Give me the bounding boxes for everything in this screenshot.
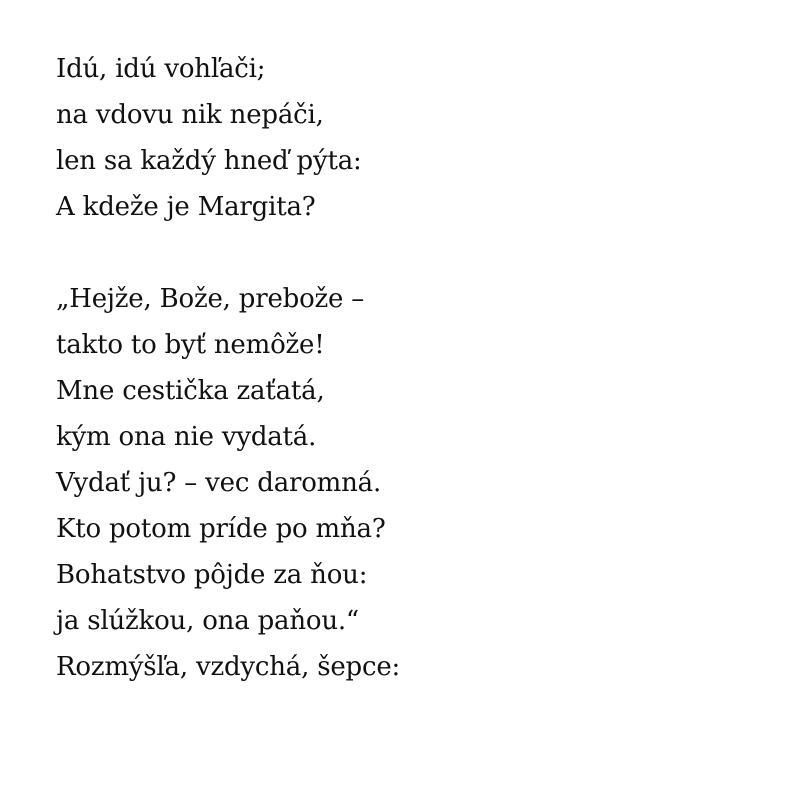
poem-line: Rozmýšľa, vzdychá, šepce:	[56, 652, 401, 682]
poem-line: takto to byť nemôže!	[56, 330, 325, 360]
poem-line: ja slúžkou, ona paňou.“	[56, 606, 360, 636]
stanza-2	[56, 276, 400, 690]
poem-line: „Hejže, Bože, prebože –	[56, 284, 365, 314]
poem-line: kým ona nie vydatá.	[56, 422, 317, 452]
poem-line: Vydať ju? – vec daromná.	[56, 468, 382, 498]
poem-line: Mne cestička zaťatá,	[56, 376, 325, 406]
poem-line: Bohatstvo pôjde za ňou:	[56, 560, 368, 590]
poem-line: len sa každý hneď pýta:	[56, 146, 362, 176]
stanza-1	[56, 46, 400, 230]
poem-line: A kdeže je Margita?	[56, 192, 316, 222]
poem-line: Idú, idú vohľači;	[56, 54, 266, 84]
poem-text	[56, 46, 400, 690]
poem-line: na vdovu nik nepáči,	[56, 100, 324, 130]
poem-line: Kto potom príde po mňa?	[56, 514, 386, 544]
